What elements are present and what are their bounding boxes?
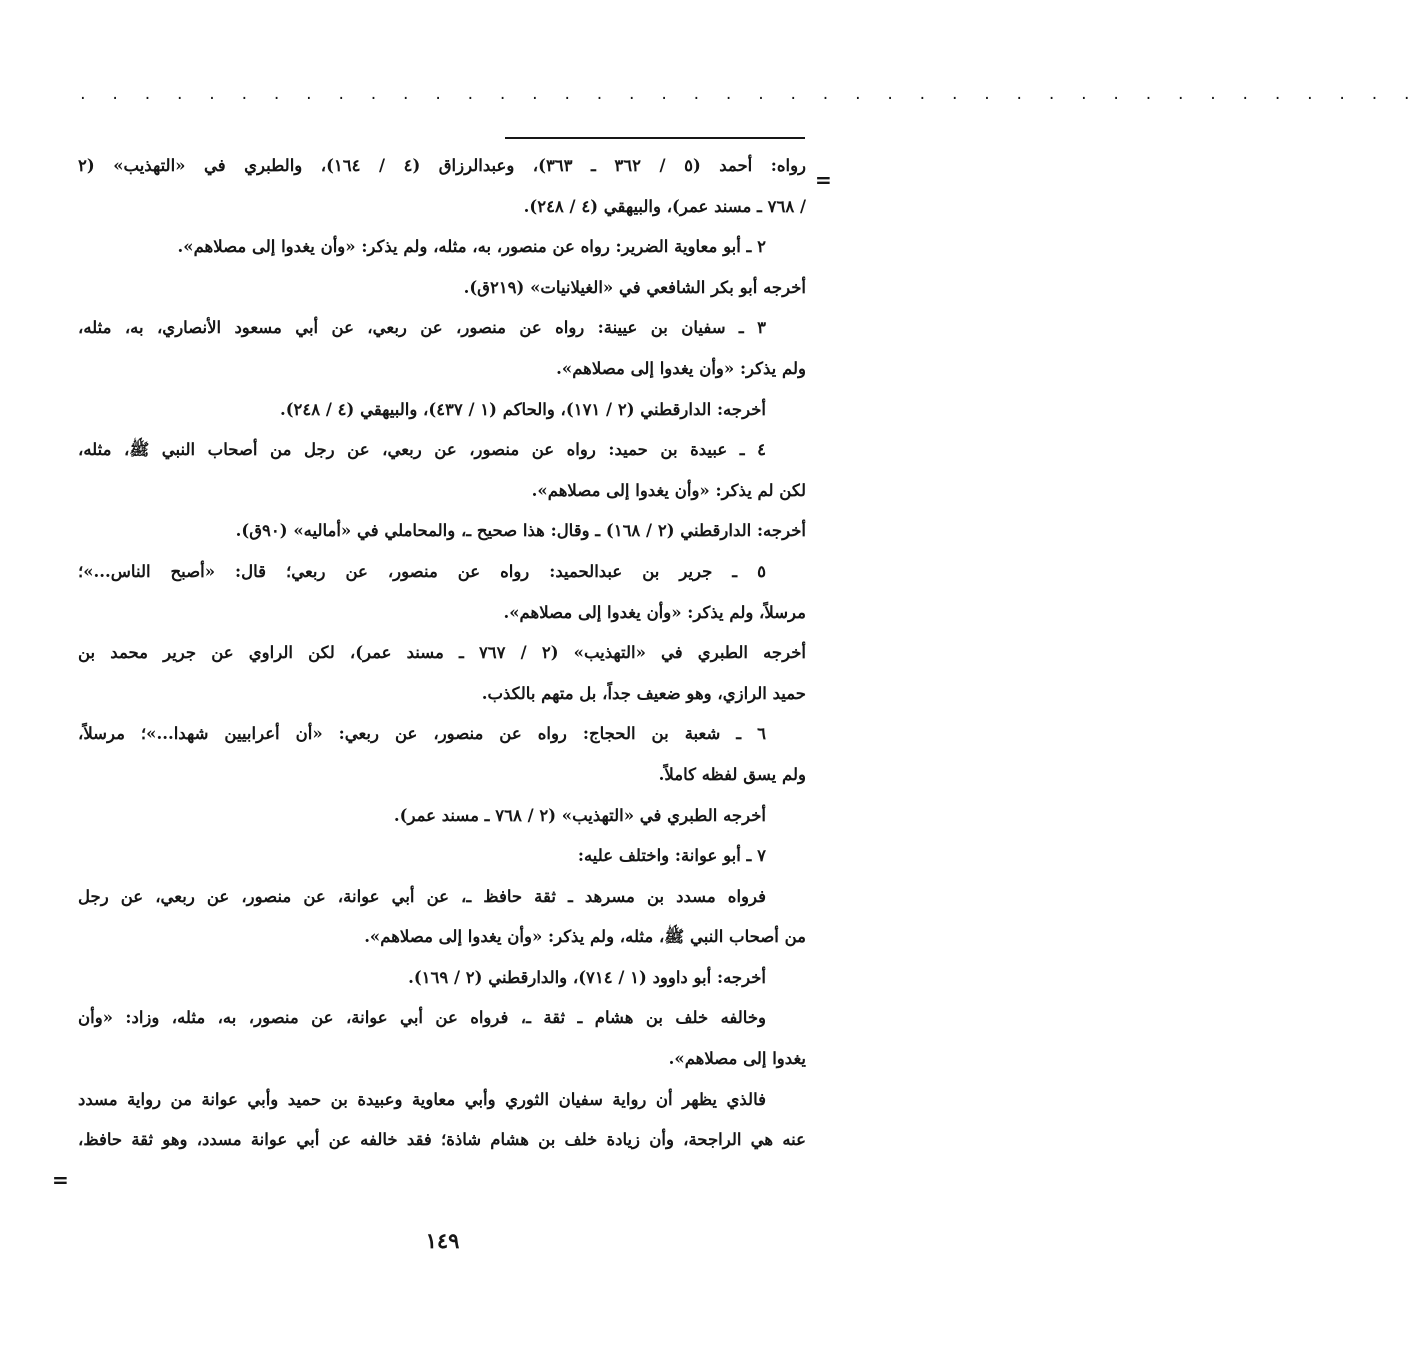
text-line: ولم يذكر: «وأن يغدوا إلى مصلاهم». bbox=[556, 358, 806, 378]
text-line: ٣ ـ سفيان بن عيينة: رواه عن منصور، عن ربعي، عن أبي مسعود الأنصاري، به، مثله، bbox=[78, 318, 766, 338]
text-line: ٢ ـ أبو معاوية الضرير: رواه عن منصور، به، مثله، ولم يذكر: «وأن يغدوا إلى مصلاهم». bbox=[177, 237, 766, 257]
text-line: أخرجه: الدارقطني (٢ / ١٧١)، والحاكم (١ / ٤٣٧)، والبيهقي (٤ / ٢٤٨). bbox=[279, 399, 766, 419]
text-line: وخالفه خلف بن هشام ـ ثقة ـ، فرواه عن أبي عوانة، عن منصور، به، مثله، وزاد: «وأن bbox=[78, 1008, 766, 1028]
text-line: ٥ ـ جرير بن عبدالحميد: رواه عن منصور، عن ربعي؛ قال: «أصبح الناس...»؛ bbox=[78, 561, 766, 581]
text-line: / ٧٦٨ ـ مسند عمر)، والبيهقي (٤ / ٢٤٨). bbox=[523, 196, 806, 216]
text-line: ولم يسق لفظه كاملاً. bbox=[658, 764, 806, 784]
text-line: فرواه مسدد بن مسرهد ـ ثقة حافظ ـ، عن أبي عوانة، عن منصور، عن ربعي، عن رجل bbox=[78, 886, 766, 906]
footnote-separator bbox=[505, 137, 805, 139]
text-line: لكن لم يذكر: «وأن يغدوا إلى مصلاهم». bbox=[531, 480, 806, 500]
text-line: أخرجه الطبري في «التهذيب» (٢ / ٧٦٨ ـ مسند عمر). bbox=[393, 805, 766, 825]
text-line: ٦ ـ شعبة بن الحجاج: رواه عن منصور، عن ربعي: «أن أعرابيين شهدا...»؛ مرسلاً، bbox=[78, 724, 766, 744]
text-line: ٤ ـ عبيدة بن حميد: رواه عن منصور، عن ربعي، عن رجل من أصحاب النبي ﷺ، مثله، bbox=[78, 440, 766, 460]
text-line: من أصحاب النبي ﷺ، مثله، ولم يذكر: «وأن يغدوا إلى مصلاهم». bbox=[364, 927, 806, 947]
text-line: فالذي يظهر أن رواية سفيان الثوري وأبي معاوية وعبيدة بن حميد وأبي عوانة من رواية مسدد bbox=[78, 1089, 766, 1109]
text-line: عنه هي الراجحة، وأن زيادة خلف بن هشام شاذة؛ فقد خالفه عن أبي عوانة مسدد، وهو ثقة حافظ، bbox=[78, 1130, 806, 1150]
text-line: ٧ ـ أبو عوانة: واختلف عليه: bbox=[577, 846, 766, 866]
header-dotted-line: ․ ․ ․ ․ ․ ․ ․ ․ ․ ․ ․ ․ ․ ․ ․ ․ ․ ․ ․ ․ ․ ․ ․ ․ ․ ․ ․ ․ ․ ․ ․ ․ ․ ․ ․ ․ ․ ․ ․ ․ ․ ․ bbox=[80, 84, 1420, 104]
continuation-mark-end: = bbox=[52, 1168, 69, 1192]
footnote-text bbox=[78, 146, 806, 1161]
text-line: مرسلاً، ولم يذكر: «وأن يغدوا إلى مصلاهم». bbox=[503, 602, 806, 622]
text-line: رواه: أحمد (٥ / ٣٦٢ ـ ٣٦٣)، وعبدالرزاق (٤ / ١٦٤)، والطبري في «التهذيب» (٢ bbox=[78, 156, 807, 175]
text-line: أخرجه: الدارقطني (٢ / ١٦٨) ـ وقال: هذا صحيح ـ، والمحاملي في «أماليه» (٩٠ق). bbox=[235, 521, 806, 541]
text-line: يغدوا إلى مصلاهم». bbox=[668, 1049, 806, 1069]
continuation-mark-start: = bbox=[815, 168, 832, 192]
page-number: ١٤٩ bbox=[425, 1228, 460, 1253]
text-line: حميد الرازي، وهو ضعيف جداً، بل متهم بالكذب. bbox=[481, 683, 806, 703]
text-line: أخرجه الطبري في «التهذيب» (٢ / ٧٦٧ ـ مسند عمر)، لكن الراوي عن جرير محمد بن bbox=[78, 643, 807, 663]
text-line: أخرجه: أبو داوود (١ / ٧١٤)، والدارقطني (٢ / ١٦٩). bbox=[408, 967, 766, 987]
text-line: أخرجه أبو بكر الشافعي في «الغيلانيات» (٢١٩ق). bbox=[463, 277, 806, 297]
